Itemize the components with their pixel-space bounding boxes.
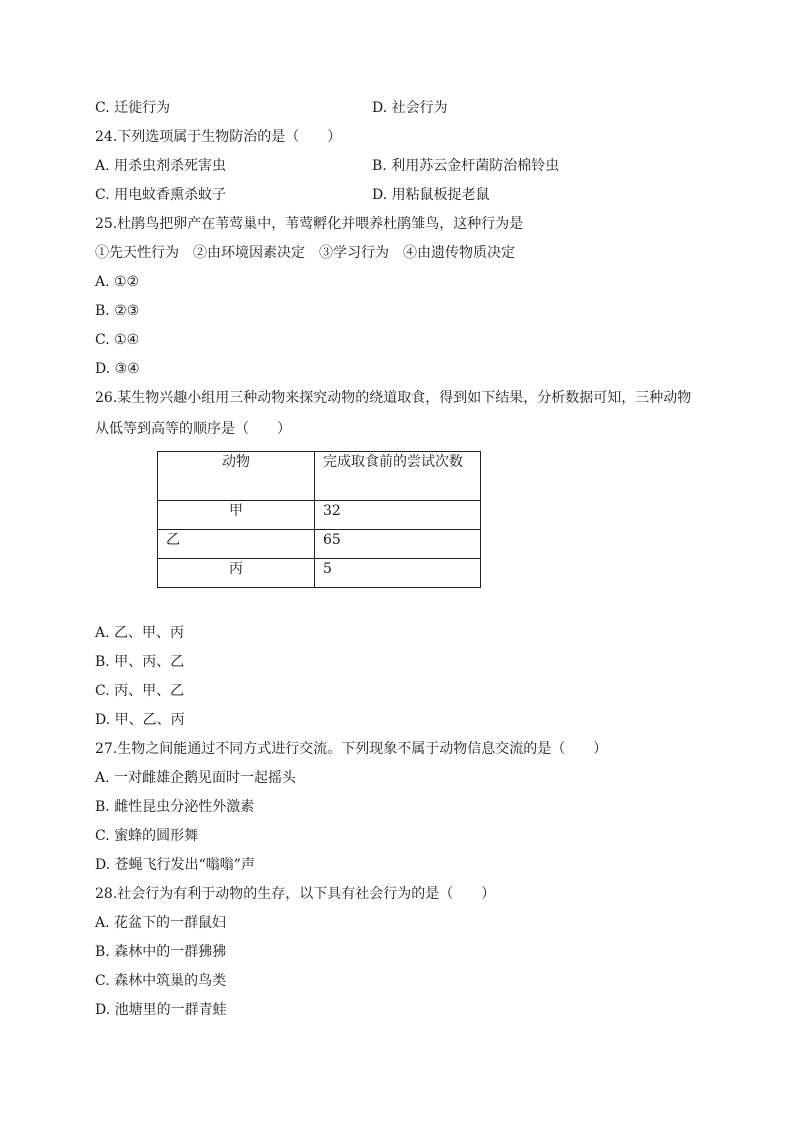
- q27-option-c: C. 蜜蜂的圆形舞: [95, 828, 199, 844]
- q25-option-d: D. ③④: [95, 361, 140, 377]
- q27-option-d: D. 苍蝇飞行发出“嗡嗡”声: [95, 857, 255, 873]
- q28-option-a: A. 花盆下的一群鼠妇: [95, 915, 227, 931]
- table-row: [158, 501, 481, 530]
- table-cell-count: 65: [315, 530, 481, 559]
- q26-stem-line1: 26.某生物兴趣小组用三种动物来探究动物的绕道取食，得到如下结果，分析数据可知，三种动物: [95, 390, 692, 406]
- q26-stem-line2: 从低等到高等的顺序是（ ）: [95, 421, 291, 437]
- q28-stem: 28.社会行为有利于动物的生存，以下具有社会行为的是（ ）: [95, 886, 496, 902]
- q26-option-b: B. 甲、丙、乙: [95, 654, 185, 670]
- q26-option-a: A. 乙、甲、丙: [95, 625, 185, 641]
- q24-option-a: A. 用杀虫剂杀死害虫: [95, 158, 227, 174]
- q26-results-table: [157, 451, 481, 588]
- table-cell-animal: 甲: [158, 501, 315, 530]
- table-row: [158, 530, 481, 559]
- table-cell-animal: 乙: [158, 530, 315, 559]
- q24-option-b: B. 利用苏云金杆菌防治棉铃虫: [372, 158, 560, 174]
- q28-option-d: D. 池塘里的一群青蛙: [95, 1002, 227, 1018]
- q28-option-b: B. 森林中的一群狒狒: [95, 944, 227, 960]
- table-header-row: [158, 452, 481, 501]
- q24-option-d: D. 用粘鼠板捉老鼠: [372, 187, 490, 203]
- q26-option-d: D. 甲、乙、丙: [95, 712, 185, 728]
- q27-option-b: B. 雌性昆虫分泌性外激素: [95, 799, 255, 815]
- table-cell-count: 5: [315, 559, 481, 588]
- table-header-animal: 动物: [158, 452, 315, 501]
- table-row: [158, 559, 481, 588]
- q24-stem: 24.下列选项属于生物防治的是（ ）: [95, 129, 342, 145]
- table-header-attempts: 完成取食前的尝试次数: [315, 452, 481, 501]
- q26-option-c: C. 丙、甲、乙: [95, 683, 185, 699]
- q23-option-c: C. 迁徙行为: [95, 100, 171, 116]
- q27-stem: 27.生物之间能通过不同方式进行交流。下列现象不属于动物信息交流的是（ ）: [95, 741, 608, 757]
- q24-option-c: C. 用电蚊香熏杀蚊子: [95, 187, 227, 203]
- q23-option-d: D. 社会行为: [372, 100, 448, 116]
- q25-items: ①先天性行为 ②由环境因素决定 ③学习行为 ④由遗传物质决定: [95, 245, 515, 261]
- q27-option-a: A. 一对雌雄企鹅见面时一起摇头: [95, 770, 297, 786]
- q25-stem: 25.杜鹃鸟把卵产在苇莺巢中，苇莺孵化并喂养杜鹃雏鸟，这种行为是: [95, 216, 524, 232]
- q25-option-c: C. ①④: [95, 332, 140, 348]
- q25-option-a: A. ①②: [95, 274, 140, 290]
- table-cell-count: 32: [315, 501, 481, 530]
- q28-option-c: C. 森林中筑巢的鸟类: [95, 973, 227, 989]
- table-cell-animal: 丙: [158, 559, 315, 588]
- q25-option-b: B. ②③: [95, 303, 140, 319]
